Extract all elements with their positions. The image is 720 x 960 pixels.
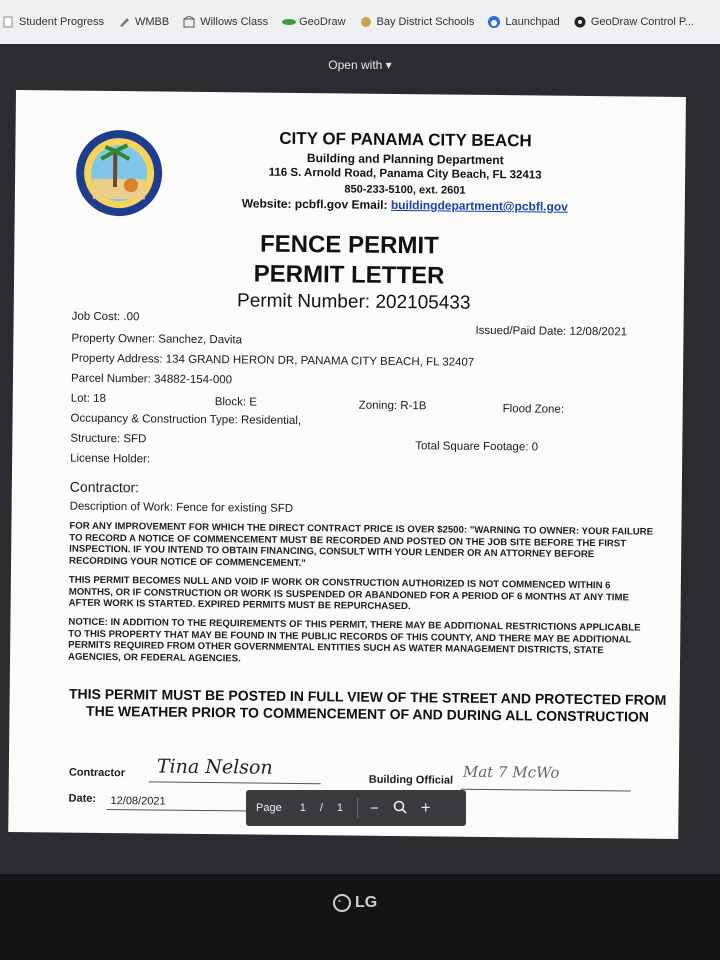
job-cost: Job Cost: .00 xyxy=(71,310,140,324)
department-phone: 850-233-5100, ext. 2601 xyxy=(344,183,466,197)
website-email-line xyxy=(205,196,605,214)
occupancy-type: Occupancy & Construction Type: Residential, xyxy=(70,412,302,428)
bookmark-label: GeoDraw Control P... xyxy=(590,16,694,28)
description-of-work: Description of Work: Fence for existing SFD xyxy=(69,500,294,515)
official-signature: Mat 7 McWo xyxy=(462,762,560,782)
department-name: Building and Planning Department xyxy=(306,151,504,168)
building-icon xyxy=(183,16,195,28)
page-icon xyxy=(2,16,14,28)
monitor-brand-text: LG xyxy=(355,894,378,911)
monitor-bezel xyxy=(0,874,720,960)
zoom-in-icon[interactable]: + xyxy=(420,798,431,817)
toolbar-divider xyxy=(357,798,358,818)
city-name: CITY OF PANAMA CITY BEACH xyxy=(279,128,532,151)
bookmark-label: Willows Class xyxy=(200,16,269,28)
date-line xyxy=(106,809,256,812)
open-with-label: Open with xyxy=(328,58,383,72)
website-label: Website: pcbfl.gov Email: xyxy=(241,196,391,212)
cloud-icon xyxy=(488,16,500,28)
bookmarks-bar xyxy=(0,0,720,44)
structure: Structure: SFD xyxy=(70,432,147,446)
title-fence-permit: FENCE PERMIT xyxy=(259,230,439,260)
license-holder: License Holder: xyxy=(70,452,151,466)
chevron-down-icon: ▾ xyxy=(385,58,392,72)
contractor-sig-label: Contractor xyxy=(68,766,126,780)
globe-icon xyxy=(574,16,586,28)
bookmark-label: Bay District Schools xyxy=(376,16,475,28)
property-address: Property Address: 134 GRAND HERON DR, PANAMA CITY BEACH, FL 32407 xyxy=(71,352,475,369)
city-seal-logo xyxy=(73,129,166,218)
block: Block: E xyxy=(214,396,257,409)
contractor-signature: Tina Nelson xyxy=(156,755,273,779)
total-pages: 1 xyxy=(336,802,344,814)
zoom-reset-icon[interactable] xyxy=(393,800,407,817)
current-page-input[interactable]: 1 xyxy=(299,802,306,814)
issued-date: Issued/Paid Date: 12/08/2021 xyxy=(475,324,628,339)
contractor-heading: Contractor: xyxy=(69,478,140,496)
total-square-footage: Total Square Footage: 0 xyxy=(415,440,539,454)
official-sig-line xyxy=(461,789,631,792)
notice-additional: NOTICE: IN ADDITION TO THE REQUIREMENTS OF THIS PERMIT, THERE MAY BE ADDITIONAL RESTRICTIONS APPLICABLE TO THIS PROPERTY THAT MAY BE FOUND IN THE PUBLIC RECORDS OF THIS COUNTY, AND THERE MAY BE ADDITIONAL PERMITS REQUIRED FROM OTHER GOVERNMENTAL ENTITIES SUCH AS WATER MANAGEMENT DISTRICTS, STATE AGENCIES, OR FEDERAL AGENCIES. xyxy=(68,616,641,664)
parcel-number: Parcel Number: 34882-154-000 xyxy=(70,372,233,387)
bookmark-bay-district[interactable] xyxy=(360,16,475,28)
bookmark-wmbb[interactable] xyxy=(118,16,169,28)
zoning: Zoning: R-1B xyxy=(358,399,427,413)
posting-requirement: THIS PERMIT MUST BE POSTED IN FULL VIEW OF THE STREET AND PROTECTED FROM THE WEATHER PRIOR TO COMMENCEMENT OF AND DURING ALL CONSTRUCTION xyxy=(68,685,667,725)
bookmark-student-progress[interactable] xyxy=(2,16,104,28)
permit-number: Permit Number: 202105433 xyxy=(236,290,471,314)
email-link[interactable]: buildingdepartment@pcbfl.gov xyxy=(390,197,568,214)
permit-document xyxy=(8,90,686,839)
date-label: Date: xyxy=(68,792,97,805)
page-toolbar xyxy=(246,790,466,826)
bookmark-launchpad[interactable] xyxy=(488,16,559,28)
official-sig-label: Building Official xyxy=(368,773,454,787)
bookmark-geodraw-control[interactable] xyxy=(574,16,694,28)
lot: Lot: 18 xyxy=(70,392,107,405)
zoom-out-icon[interactable]: − xyxy=(370,799,379,817)
bookmark-label: GeoDraw xyxy=(299,16,346,28)
pen-icon xyxy=(118,16,130,28)
bookmark-geodraw[interactable] xyxy=(282,16,345,28)
notice-commencement: FOR ANY IMPROVEMENT FOR WHICH THE DIRECT CONTRACT PRICE IS OVER $2500: "WARNING TO OWNER: YOUR FAILURE TO RECORD A NOTICE OF COMMENCEMENT MUST BE RECORDED AND POSTED ON THE JOB SITE BEFORE THE FIRST INSPECTION. IF YOU INTEND TO OBTAIN FINANCING, CONSULT WITH YOUR LENDER OR AN ATTORNEY BEFORE RECORDING YOUR NOTICE OF COMMENCEMENT." xyxy=(69,520,654,569)
title-permit-letter: PERMIT LETTER xyxy=(253,260,445,290)
monitor-brand-logo xyxy=(333,894,377,912)
contractor-sig-line xyxy=(149,781,321,784)
bookmark-willows-class[interactable] xyxy=(183,16,268,28)
badge-icon xyxy=(360,16,372,28)
bookmark-label: Student Progress xyxy=(19,16,104,28)
department-address: 116 S. Arnold Road, Panama City Beach, FL 32413 xyxy=(268,166,542,182)
lg-logo-icon xyxy=(333,894,351,912)
date-value: 12/08/2021 xyxy=(110,795,166,808)
notice-null-void: THIS PERMIT BECOMES NULL AND VOID IF WORK OR CONSTRUCTION AUTHORIZED IS NOT COMMENCED WITHIN 6 MONTHS, OR IF CONSTRUCTION OR WORK IS SUSPENDED OR ABANDONED FOR A PERIOD OF 6 MONTHS AT ANY TIME AFTER WORK IS STARTED. EXPIRED PERMITS MUST BE REPURCHASED. xyxy=(68,574,629,613)
property-owner: Property Owner: Sanchez, Davita xyxy=(71,332,243,347)
page-separator: / xyxy=(319,802,323,814)
open-with-button[interactable] xyxy=(0,58,720,72)
bookmark-label: Launchpad xyxy=(505,16,560,28)
page-label: Page xyxy=(256,802,282,814)
geodraw-icon xyxy=(282,16,294,28)
flood-zone: Flood Zone: xyxy=(502,403,565,416)
bookmark-label: WMBB xyxy=(135,16,170,28)
